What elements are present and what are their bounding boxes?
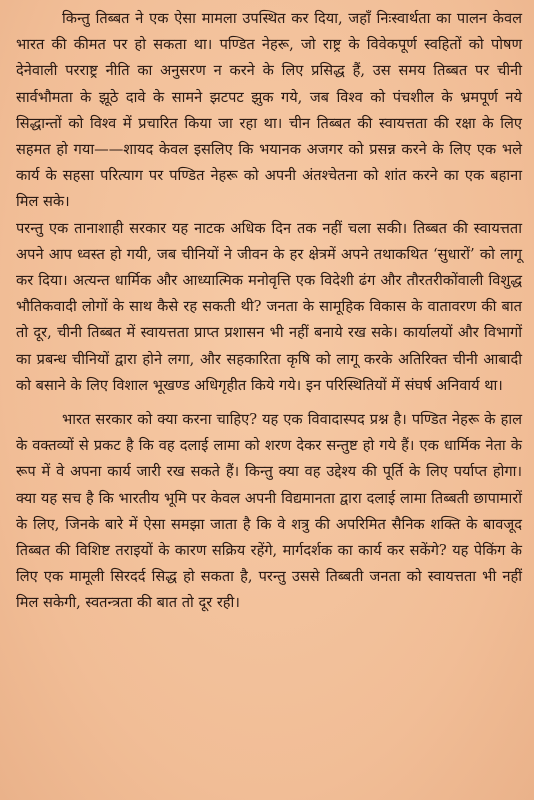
- paragraph-1: किन्तु तिब्बत ने एक ऐसा मामला उपस्थित कर दिया, जहाँ निःस्वार्थता का पालन केवल भारत की कीमत पर हो सकता था। पण्डित नेहरू, जो राष्ट्र के विवेकपूर्ण स्वहितों को पोषण देनेवाली परराष्ट्र नीति का अनुसरण न करने के लिए प्रसिद्ध हैं, उस समय तिब्बत पर चीनी सार्वभौमता के झूठे दावे के सामने झटपट झुक गये, जब विश्व को पंचशील के भ्रमपूर्ण नये सिद्धान्तों को विश्व में प्रचारित किया जा रहा था। चीन तिब्बत की स्वायत्तता की रक्षा के लिए सहमत हो गया——शायद केवल इसलिए कि भयानक अजगर को प्रसन्न करने के लिए एक भले कार्य के सहसा परित्याग पर पण्डित नेहरू को अपनी अंतश्चेतना को शांत करने का एक बहाना मिल सके।: [16, 10, 522, 211]
- paragraph-2: परन्तु एक तानाशाही सरकार यह नाटक अधिक दिन तक नहीं चला सकी। तिब्बत की स्वायत्तता अपने आप ध्वस्त हो गयी, जब चीनियों ने जीवन के हर क्षेत्रमें अपने तथाकथित ‘सुधारों’ को लागू कर दिया। अत्यन्त धार्मिक और आध्यात्मिक मनोवृत्ति एक विदेशी ढंग और तौरतरीकोंवाली विशुद्ध भौतिकवादी लोगों के साथ कैसे रह सकती थी? जनता के सामूहिक विकास के वातावरण की बात तो दूर, चीनी तिब्बत में स्वायत्तता प्राप्त प्रशासन भी नहीं बनाये रख सके। कार्यालयों और विभागों का प्रबन्ध चीनियों द्वारा होने लगा, और सहकारिता कृषि को लागू करके अतिरिक्त चीनी आबादी को बसाने के लिए विशाल भूखण्ड अधिगृहीत किये गये। इन परिस्थितियों में संघर्ष अनिवार्य था।: [16, 219, 522, 394]
- paragraph-3: भारत सरकार को क्या करना चाहिए? यह एक विवादास्पद प्रश्न है। पण्डित नेहरू के हाल के वक्तव्यों से प्रकट है कि वह दलाई लामा को शरण देकर सन्तुष्ट हो गये हैं। एक धार्मिक नेता के रूप में वे अपना कार्य जारी रख सकते हैं। किन्तु क्या वह उद्देश्य की पूर्ति के लिए पर्याप्त होगा। क्या यह सच है कि भारतीय भूमि पर केवल अपनी विद्यमानता द्वारा दलाई लामा तिब्बती छापामारों के लिए, जिनके बारे में ऐसा समझा जाता है कि वे शत्रु की अपरिमित सैनिक शक्ति के बावजूद तिब्बत की विशिष्ट तराइयों के कारण सक्रिय रहेंगे, मार्गदर्शक का कार्य कर सकेंगे? यह पेकिंग के लिए एक मामूली सिरदर्द सिद्ध हो सकता है, परन्तु उससे तिब्बती जनता को स्वायत्तता भी नहीं मिल सकेगी, स्वतन्त्रता की बात तो दूर रही।: [16, 411, 522, 612]
